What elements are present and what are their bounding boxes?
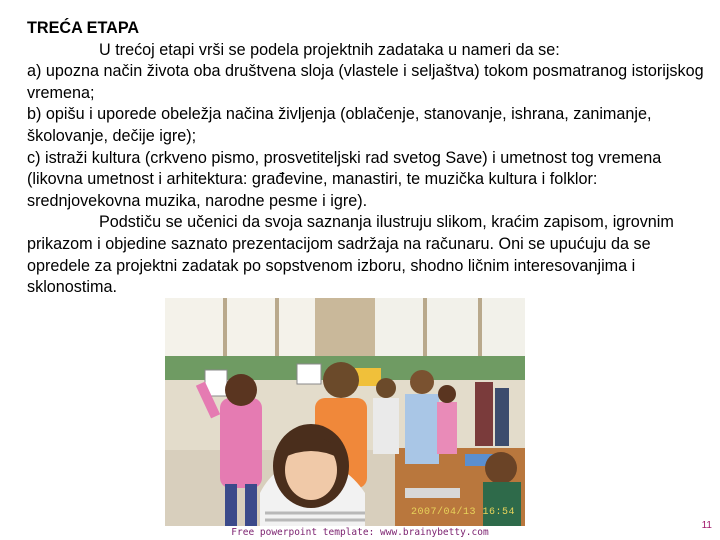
classroom-photo-illustration — [165, 298, 525, 526]
closing-paragraph: Podstiču se učenici da svoja saznanja ilustruju slikom, kraćim zapisom, igrovnim prikazom i objedine saznato prezentacijom sadržaja na računaru. Oni se upućuju da se opredele za projektni zadatak po sopstvenom izboru, shodno ličnim interesovanjima i sklonostima. — [27, 213, 674, 297]
slide-title: TREĆA ETAPA — [27, 19, 140, 37]
item-a: a) upozna način života oba društvena sloja (vlastele i seljaštva) tokom posmatranog istorijskog vremena; — [27, 62, 704, 102]
footer-credit: Free powerpoint template: www.brainybetty.com — [231, 527, 489, 538]
photo-timestamp: 2007/04/13 16:54 — [410, 507, 515, 518]
page-number: 11 — [701, 520, 712, 531]
intro-paragraph: U trećoj etapi vrši se podela projektnih zadataka u nameri da se: — [99, 40, 560, 59]
slide-text — [27, 18, 712, 299]
classroom-photo — [165, 298, 525, 526]
item-c: c) istraži kultura (crkveno pismo, prosvetiteljski rad svetog Save) i umetnost tog vremena (likovna umetnost i arhitektura: građevine, manastiri, te muzička kultura i folklor: srednjovekovna muzika, narodne pesme i igre). — [27, 148, 662, 210]
item-b: b) opišu i uporede obeležja načina življenja (oblačenje, stanovanje, ishrana, zanimanje, školovanje, dečije igre); — [27, 105, 652, 145]
